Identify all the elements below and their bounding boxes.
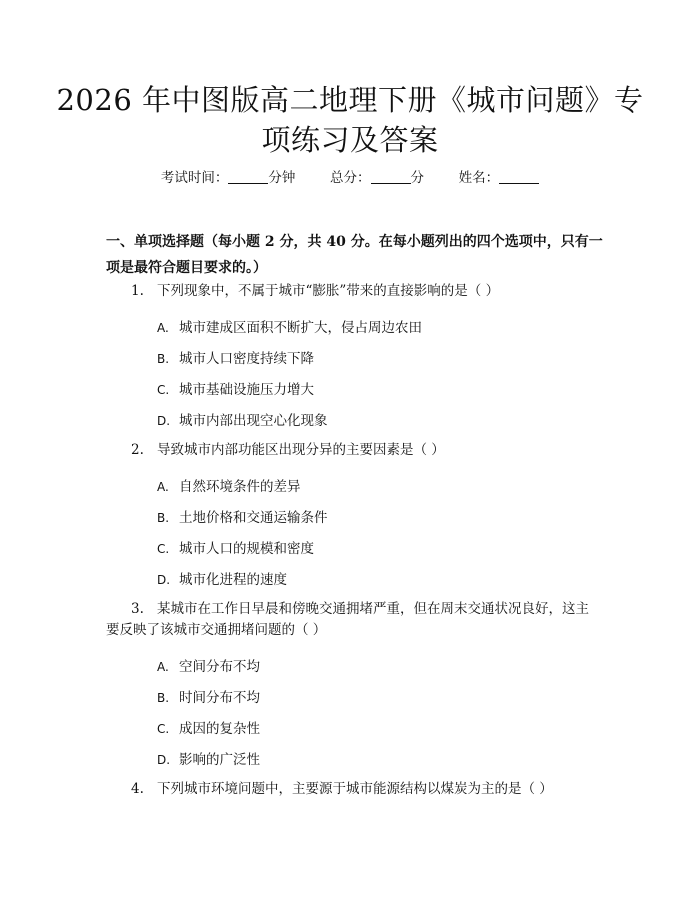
question-2-option-c[interactable] [157,537,314,557]
question-text-line-1: 某城市在工作日早晨和傍晚交通拥堵严重，但在周末交通状况良好，这主 [157,601,589,617]
option-text: 城市化进程的速度 [179,572,287,588]
question-2 [131,437,445,463]
score-unit: 分 [410,170,424,186]
option-text: 城市内部出现空心化现象 [179,413,328,429]
question-2-option-d[interactable] [157,568,287,588]
question-text: 下列城市环境问题中，主要源于城市能源结构以煤炭为主的是（ ） [157,781,553,797]
question-1-option-c[interactable] [157,378,314,398]
option-letter: A. [157,660,169,674]
option-text: 城市基础设施压力增大 [179,382,314,398]
question-number: 1. [131,283,144,299]
time-label: 考试时间： [160,170,229,186]
exam-meta-row [0,166,700,186]
question-text: 导致城市内部功能区出现分异的主要因素是（ ） [157,442,445,458]
option-text: 时间分布不均 [179,690,260,706]
option-letter: D. [157,573,171,587]
option-text: 土地价格和交通运输条件 [179,510,328,526]
option-letter: B. [157,352,170,366]
question-text-line-2: 要反映了该城市交通拥堵问题的（ ） [106,622,327,638]
score-blank[interactable] [371,170,411,184]
time-blank[interactable] [228,170,268,184]
question-2-option-b[interactable] [157,506,328,526]
option-letter: D. [157,414,171,428]
option-text: 城市人口的规模和密度 [179,541,314,557]
option-letter: B. [157,691,170,705]
question-number: 3. [131,601,144,617]
option-letter: C. [157,383,170,397]
option-text: 城市建成区面积不断扩大，侵占周边农田 [179,320,422,336]
question-3-option-d[interactable] [157,748,260,768]
time-unit: 分钟 [268,170,296,186]
question-2-option-a[interactable] [157,475,301,495]
question-text: 下列现象中，不属于城市“膨胀”带来的直接影响的是（ ） [157,283,500,299]
question-3-option-a[interactable] [157,655,260,675]
page-title-line-2: 项练习及答案 [261,123,439,157]
question-3-continued [106,617,326,643]
option-text: 空间分布不均 [179,659,260,675]
question-number: 4. [131,781,144,797]
question-1-option-b[interactable] [157,347,314,367]
option-text: 影响的广泛性 [179,752,260,768]
question-3-option-b[interactable] [157,686,260,706]
question-1-option-a[interactable] [157,316,422,336]
section-heading: 一、单项选择题（每小题 2 分，共 40 分。在每小题列出的四个选项中，只有一项是最符合题目要求的。） [106,234,603,276]
option-letter: C. [157,542,170,556]
score-label: 总分： [330,170,371,186]
option-text: 成因的复杂性 [179,721,260,737]
option-letter: A. [157,480,169,494]
page-title-line-1: 2026 年中图版高二地理下册《城市问题》专 [56,83,644,117]
option-text: 城市人口密度持续下降 [179,351,314,367]
question-4 [131,776,553,802]
name-label: 姓名： [458,170,500,186]
option-text: 自然环境条件的差异 [179,479,301,495]
option-letter: B. [157,511,170,525]
name-blank[interactable] [499,170,539,184]
question-1 [131,278,499,304]
option-letter: D. [157,753,171,767]
option-letter: C. [157,722,170,736]
question-1-option-d[interactable] [157,409,328,429]
option-letter: A. [157,321,169,335]
question-number: 2. [131,442,144,458]
question-3-option-c[interactable] [157,717,260,737]
